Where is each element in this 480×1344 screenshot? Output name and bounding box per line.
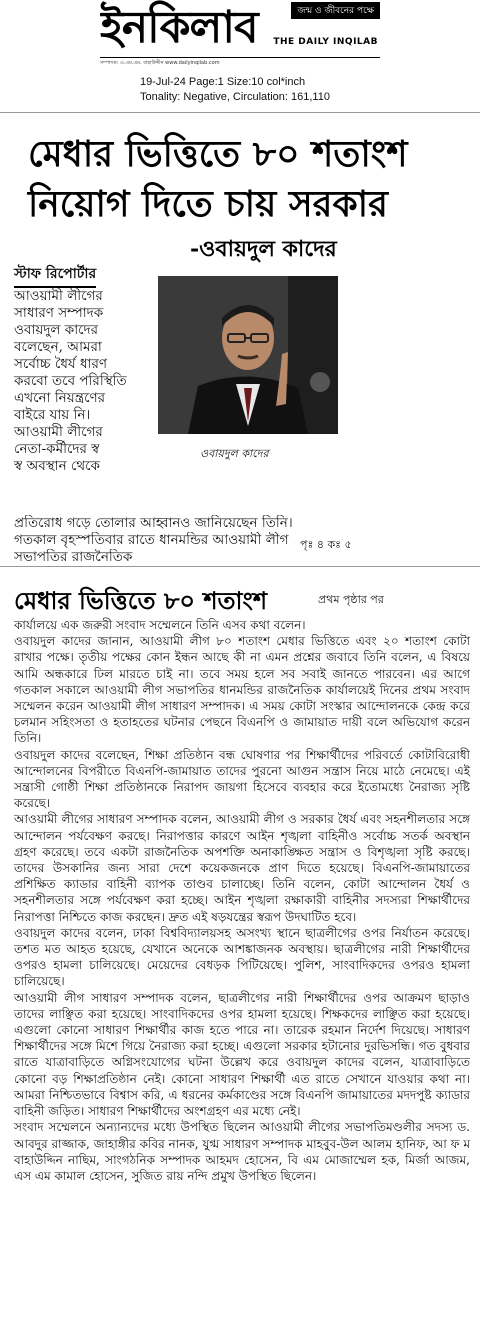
lead-line: বলেছেন, আমরা (14, 339, 102, 355)
body-paragraph: ওবায়দুল কাদের জানান, আওয়ামী লীগ ৮০ শতাংশ মেধার ভিত্তিতে এবং ২০ শতাংশ কোটা রাখার পক্ষে। তৃতীয় পক্ষের কোন ইন্ধন আছে কী না এমন প্রশ্নের জবাবে তিনি বলেন, এ বিষয়ে আমি অন্ধকারে ঢিল মারতে চাই না। তবে সময় হলে সব সবাই জানতে পারবেন। এর আগে গতকাল সকালে আওয়ামী লীগ সভাপতির ধানমন্ডির রাজনৈতিক কার্যালয়েই দিনের প্রথম সংবাদ সম্মেলন করেন আওয়ামী লীগ সাধারণ সম্পাদক। এ সময় কোটা সংস্কার আন্দোলনকে কেন্দ্র করে চলমান সহিংসতা ও হতাহতের ঘটনার পেছনে বিএনপি ও জামায়াত দায়ী বলে অভিযোগ করেন তিনি। (14, 634, 470, 746)
lead-full-line: প্রতিরোধ গড়ে তোলার আহ্বানও জানিয়েছেন তিনি। (14, 515, 293, 531)
lead-full-line: গতকাল বৃহস্পতিবার রাতে ধানমন্ডির আওয়ামী লীগ (14, 532, 289, 548)
continuation-jump-label: প্রথম পৃষ্ঠার পর (318, 593, 384, 606)
jump-reference: পৃঃ ৪ কঃ ৫ (300, 538, 352, 551)
clip-meta-line-1: 19-Jul-24 Page:1 Size:10 col*inch (140, 76, 306, 88)
newspaper-english-name: THE DAILY INQILAB (273, 37, 378, 47)
lead-line: স্ব অবস্থান থেকে (14, 458, 101, 474)
headline-line-2: নিয়োগ দিতে চায় সরকার (28, 183, 388, 225)
body-paragraph: আওয়ামী লীগের সাধারণ সম্পাদক বলেন, আওয়ামী লীগ ও সরকার ধৈর্য এবং সহনশীলতার সঙ্গে আন্দোলন পর্যবেক্ষণ করছে। নিরাপত্তার কারণে আইন শৃঙ্খলা বাহিনীও সর্বোচ্চ সতর্ক অবস্থান গ্রহণ করেছে। তবে একটা রাজনৈতিক অপশক্তি অনাকাঙ্ক্ষিত সন্ত্রাস ও বিশৃঙ্খলা সৃষ্টি করছে। তাদের উসকানির জন্য সারা দেশে কয়েকজনকে প্রাণ দিতে হয়েছে। বিএনপি-জামায়াতের প্রশিক্ষিত ক্যাডার বাহিনী ব্যাপক তাণ্ডব চালাচ্ছে। তিনি বলেন, কোটা আন্দোলন ধৈর্য ও সহনশীলতার সঙ্গে পর্যবেক্ষণ করা হচ্ছে। আইন শৃঙ্খলা রক্ষাকারী বাহিনীর সদস্যরা শিক্ষার্থীদের নিরাপত্তা নিশ্চিতে কাজ করছেন। দ্রুত এই ষড়যন্ত্রের স্বরূপ উদঘাটিত হবে। (14, 812, 470, 924)
body-paragraph: ওবায়দুল কাদের বলেছেন, শিক্ষা প্রতিষ্ঠান বন্ধ ঘোষণার পর শিক্ষার্থীদের পরিবর্তে কোটাবিরোধী আন্দোলনের বিপরীতে বিএনপি-জামায়াত তাদের পুরনো আগুন সন্ত্রাস নিয়ে মাঠে নেমেছে। এই সন্ত্রাসী গোষ্ঠী শিক্ষা প্রতিষ্ঠানকে নিরাপদ জায়গা হিসেবে ব্যবহার করে ইতোমধ্যে নৈরাজ্য সৃষ্টি করেছে। (14, 747, 470, 811)
newspaper-info-line: সম্পাদক: এ.এম.এম. বাহাউদ্দীন www.dailyinqilab.com (100, 57, 380, 68)
lead-line: সর্বোচ্চ ধৈর্য ধারণ (14, 356, 108, 372)
reporter-byline: স্টাফ রিপোর্টার (14, 262, 96, 288)
lead-line: আওয়ামী লীগের (14, 288, 103, 304)
lead-line: করবো তবে পরিস্থিতি (14, 373, 127, 389)
lead-line: ওবায়দুল কাদের (14, 322, 99, 338)
body-paragraph: ওবায়দুল কাদের বলেন, ঢাকা বিশ্ববিদ্যালয়সহ অসংখ্য স্থানে ছাত্রলীগের ওপর নির্যাতন করেছে। তশত মত আহত হয়েছে, যেখানে অনেকে আশঙ্কাজনক অবস্থায়। ছাত্রলীগের নারী শিক্ষার্থীদের ওপরও হামলা চালিয়েছে। মেয়েদের বেধড়ক পিটিয়েছে। পুলিশ, সাংবাদিকদের ওপরও হামলা চালিয়েছে। (14, 925, 470, 989)
lead-full-line: সভাপতির রাজনৈতিক (14, 549, 133, 565)
newspaper-logo: ইনকিলাব (100, 2, 258, 53)
clip-metadata (140, 75, 330, 105)
quote-author: -ওবায়দুল কাদের (190, 236, 337, 262)
headline-line-1: মেধার ভিত্তিতে ৮০ শতাংশ (28, 133, 408, 175)
divider (0, 112, 480, 113)
lead-line: আওয়ামী লীগের (14, 424, 103, 440)
continuation-body (14, 617, 470, 1184)
photo-caption: ওবায়দুল কাদের (200, 447, 269, 460)
lead-line: এখনো নিয়ন্ত্রণের (14, 390, 106, 406)
continuation-headline: মেধার ভিত্তিতে ৮০ শতাংশ (14, 586, 268, 615)
portrait-photo (158, 276, 338, 434)
body-paragraph: কার্যালয়ে এক জরুরী সংবাদ সম্মেলনে তিনি এসব কথা বলেন। (14, 618, 306, 632)
lead-line: সাধারণ সম্পাদক (14, 305, 104, 321)
body-paragraph: আওয়ামী লীগ সাধারণ সম্পাদক বলেন, ছাত্রলীগের নারী শিক্ষার্থীদের ওপর আক্রমণ ছাড়াও তাদের লাঞ্ছিত করা হয়েছে। সাংবাদিকদের ওপর হামলা হয়েছে। শিক্ষকদের লাঞ্ছিত করা হয়েছে। এগুলো কোনো সাধারণ শিক্ষার্থীর কাজ হতে পারে না। তারেক রহমান নির্দেশ দিয়েছে। সাধারণ শিক্ষার্থীদের সঙ্গে মিশে গিয়ে নৈরাজ্য করা হচ্ছে। এগুলো সরকার হটানোর দুরভিসন্ধি। গত বুধবার রাতে যাত্রাবাড়িতে অগ্নিসংযোগের ঘটনা উল্লেখ করে ওবায়দুল কাদের বলেন, যাত্রাবাড়িতে কোনো বড় শিক্ষাপ্রতিষ্ঠান নেই। কোনো সাধারণ শিক্ষার্থী এত রাতে সেখানে যাওয়ার কথা না। আমরা নিশ্চিতভাবে বিশ্বাস করি, এ ধরনের কর্মকাণ্ডের সঙ্গে বিএনপি জামায়াতের মদদপুষ্ট ক্যাডার বাহিনী জড়িত। সাধারণ শিক্ষার্থীদের অংশগ্রহণ এর মধ্যে নেই। (14, 990, 470, 1119)
lead-line: বাইরে যায় নি। (14, 407, 91, 423)
article-lead-continuation (14, 515, 470, 566)
lead-line: নেতা-কর্মীদের স্ব (14, 441, 100, 457)
divider (0, 566, 480, 567)
body-paragraph: সংবাদ সম্মেলনে অন্যান্যদের মধ্যে উপস্থিত ছিলেন আওয়ামী লীগের সভাপতিমণ্ডলীর সদস্য ড. আবদুর রাজ্জাক, জাহাঙ্গীর কবির নানক, যুগ্ম সাধারণ সম্পাদক মাহবুব-উল আলম হানিফ, আ ফ ম বাহাউদ্দিন নাছিম, সাংগঠনিক সম্পাদক আহমদ হোসেন, বি এম মোজাম্মেল হক, মির্জা আজম, এস এম কামাল হোসেন, সুজিত রায় নন্দি প্রমুখ উপস্থিত ছিলেন। (14, 1120, 470, 1183)
clip-meta-line-2: Tonality: Negative, Circulation: 161,110 (140, 91, 330, 103)
newspaper-tagline: জন্ম ও জীবনের পক্ষে (291, 2, 380, 19)
portrait-illustration (158, 276, 338, 434)
article-lead-column (14, 288, 154, 475)
masthead (100, 0, 380, 72)
